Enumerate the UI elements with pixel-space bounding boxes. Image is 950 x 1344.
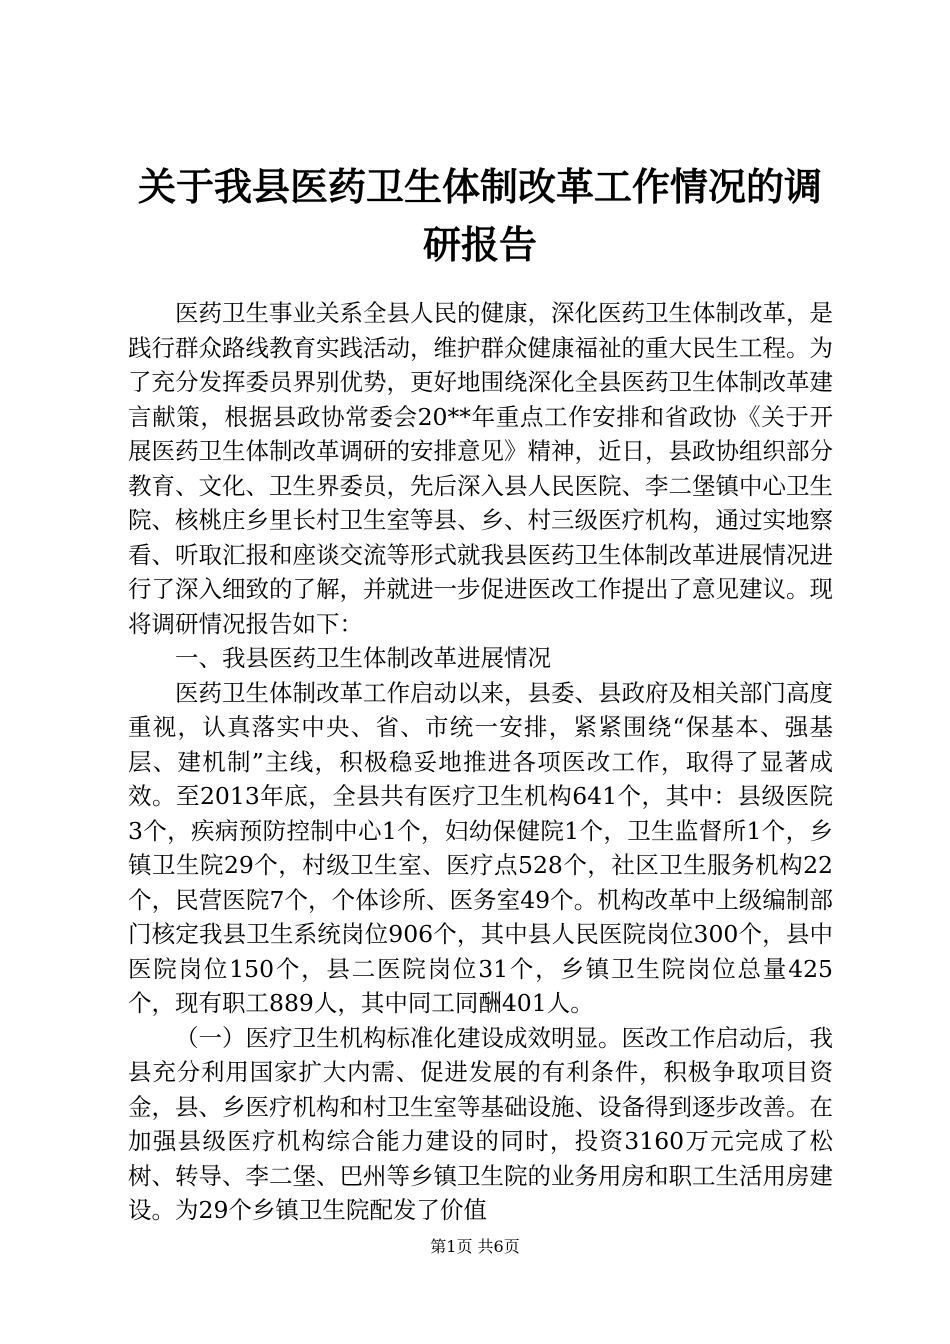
page-footer: 第1页 共6页: [430, 1237, 520, 1256]
intro-paragraph: 医药卫生事业关系全县人民的健康，深化医药卫生体制改革，是践行群众路线教育实践活动，维护群众健康福祉的重大民生工程。为了充分发挥委员界别优势，更好地围绕深化全县医药卫生体制改革建言献策，根据县政协常委会20**年重点工作安排和省政协《关于开展医药卫生体制改革调研的安排意见》精神，近日，县政协组织部分教育、文化、卫生界委员，先后深入县人民医院、李二堡镇中心卫生院、核桃庄乡里长村卫生室等县、乡、村三级医疗机构，通过实地察看、听取汇报和座谈交流等形式就我县医药卫生体制改革进展情况进行了深入细致的了解，并就进一步促进医改工作提出了意见建议。现将调研情况报告如下：: [128, 299, 833, 638]
progress-paragraph: 医药卫生体制改革工作启动以来，县委、县政府及相关部门高度重视，认真落实中央、省、市统一安排，紧紧围绕“保基本、强基层、建机制”主线，积极稳妥地推进各项医改工作，取得了显著成效。至2013年底，全县共有医疗卫生机构641个，其中：县级医院3个，疾病预防控制中心1个，妇幼保健院1个，卫生监督所1个，乡镇卫生院29个，村级卫生室、医疗点528个，社区卫生服务机构22个，民营医院7个，个体诊所、医务室49个。机构改革中上级编制部门核定我县卫生系统岗位906个，其中县人民医院岗位300个，县中医院岗位150个，县二医院岗位31个，乡镇卫生院岗位总量425个，现有职工889人，其中同工同酬401人。: [128, 678, 833, 1017]
subsection-paragraph: （一）医疗卫生机构标准化建设成效明显。医改工作启动后，我县充分利用国家扩大内需、促进发展的有利条件，积极争取项目资金，县、乡医疗机构和村卫生室等基础设施、设备得到逐步改善。在加强县级医疗机构综合能力建设的同时，投资3160万元完成了松树、转导、李二堡、巴州等乡镇卫生院的业务用房和职工生活用房建设。为29个乡镇卫生院配发了价值: [128, 1023, 833, 1224]
document-body: [128, 296, 833, 1228]
document-title: 关于我县医药卫生体制改革工作情况的调研报告: [137, 164, 822, 267]
section-heading: 一、我县医药卫生体制改革进展情况: [175, 644, 551, 672]
